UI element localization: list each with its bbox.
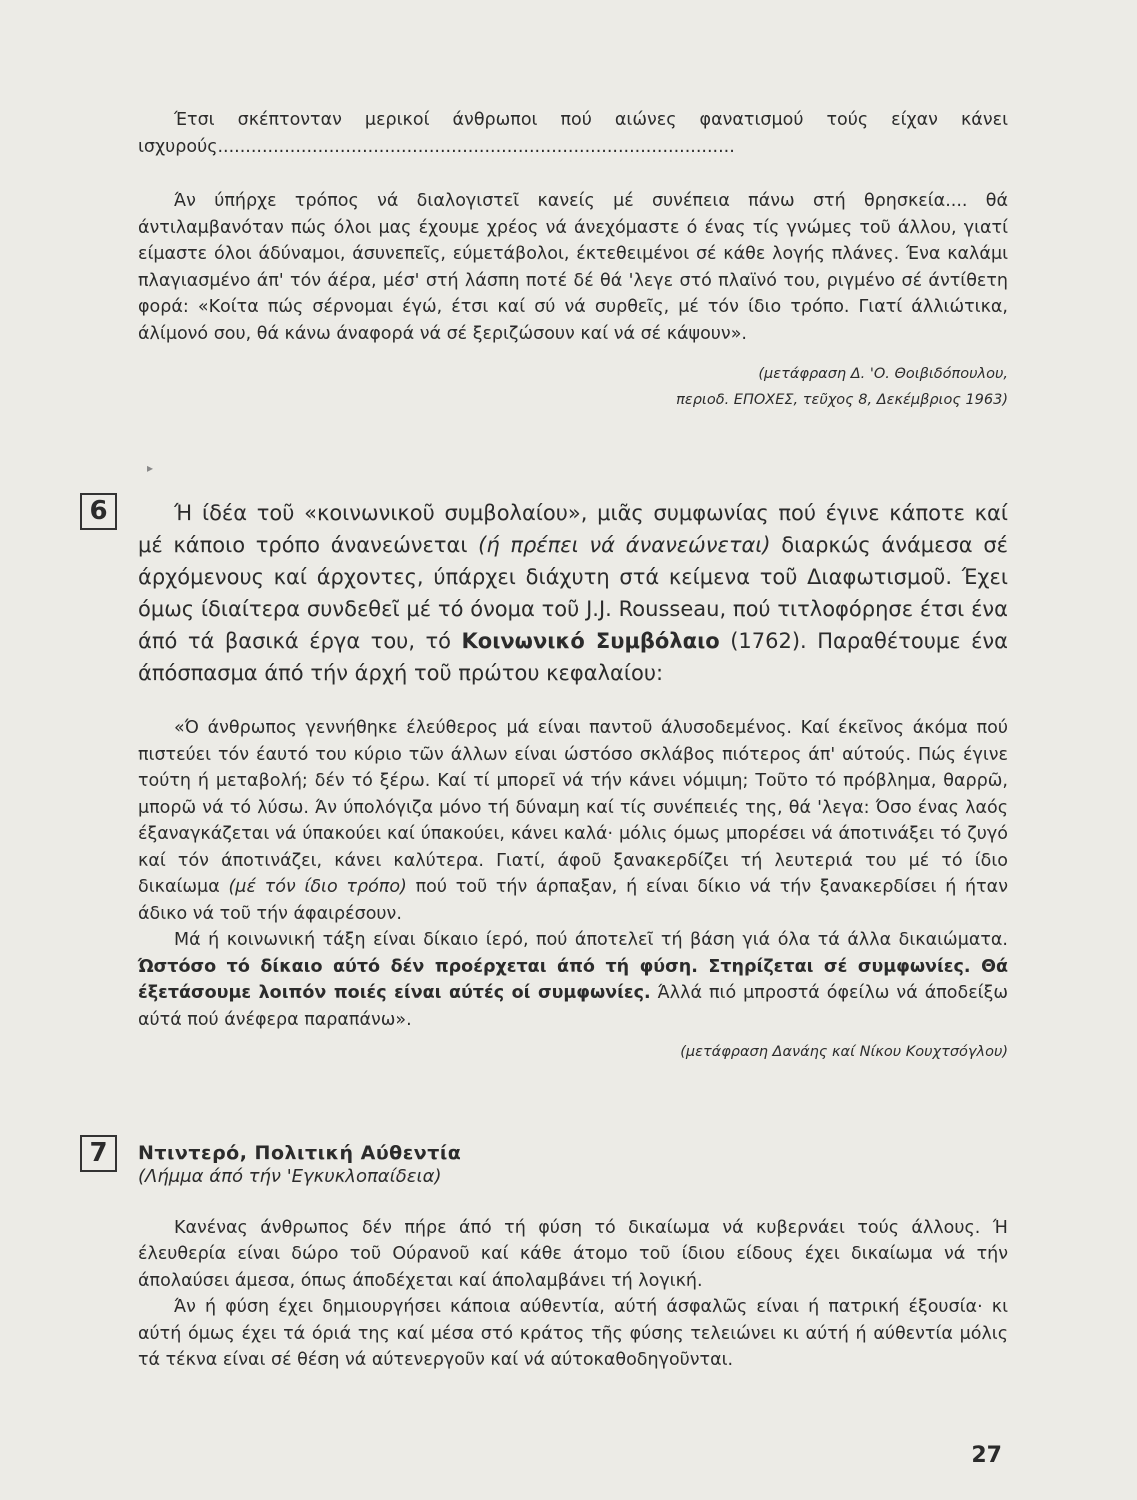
quote-1-text-2: πού τοῦ τήν άρπαξαν, ή είναι δίκιο νά τήν ξανακερδίσει ή ήταν άδικο νά τοῦ τήν άφαιρέσουν. xyxy=(138,877,1008,924)
section-7-paragraph-1: Κανένας άνθρωπος δέν πήρε άπό τή φύση τό δικαίωμα νά κυβερνάει τούς άλλους. Ή έλευθερία είναι δώρο τοῦ Ούρανοῦ καί κάθε άτομο τοῦ ίδιου είδους έχει δικαίωμα νά τήν άπολαύσει άμεσα, όπως άποδέχεται καί άπολαμβάνει τή λογική. xyxy=(138,1217,1008,1291)
intro-paragraph-2: Άν ύπήρχε τρόπος νά διαλογιστεῖ κανείς μέ συνέπεια πάνω στή θρησκεία.... θά άντιλαμβανόταν πώς όλοι μας έχουμε χρέος νά άνεχόμαστε ό ένας τίς γνώμες τοῦ άλλου, γιατί είμαστε όλοι άδύναμοι, άσυνεπεῖς, εύμετάβολοι, έκτεθειμένοι σέ κάθε λογής πλάνες. Ένα καλάμι πλαγιασμένο άπ' τόν άέρα, μέσ' στή λάσπη ποτέ δέ θά 'λεγε στό πλαϊνό του, ριγμένο σέ άντίθετη φορά: «Κοίτα πώς σέρνομαι έγώ, έτσι καί σύ νά συρθεῖς, μέ τόν ίδιο τρόπο. Γιατί άλλιώτικα, άλίμονό σου, θά κάνω άναφορά νά σέ ξεριζώσουν καί νά σέ κάψουν». xyxy=(138,191,1008,344)
marker-arrow-icon: ▸ xyxy=(147,461,154,475)
intro-citation-line-2: περιοδ. ΕΠΟΧΕΣ, τεῦχος 8, Δεκέμβριος 1963) xyxy=(676,392,1008,408)
section-6-intro-paragraph xyxy=(138,497,1008,689)
quote-2-text-2: Άλλά πιό μπροστά όφείλω νά άποδείξω αύτά πού άνέφερα παραπάνω». xyxy=(138,983,1008,1030)
rousseau-quote-paragraph-2 xyxy=(138,927,1008,1033)
section-6-text-1: Ή ίδέα τοῦ «κοινωνικοῦ συμβολαίου», μιᾶς συμφωνίας πού έγινε κάποτε καί μέ κάποιο τρόπο άνανεώνεται xyxy=(138,501,1008,557)
section-6-text-2: διαρκώς άνάμεσα σέ άρχόμενους καί άρχοντες, ύπάρχει διάχυτη στά κείμενα τοῦ Διαφωτισμοῦ. Έχει όμως ίδιαίτερα συνδεθεῖ μέ τό όνομα τοῦ J.J. Rousseau, πού τιτλοφόρησε έτσι ένα άπό τά βασικά έργα του, τό xyxy=(138,533,1008,653)
section-6-italic-text: (ή πρέπει νά άνανεώνεται) xyxy=(478,533,771,557)
section-6-citation: (μετάφραση Δανάης καί Νίκου Κουχτσόγλου) xyxy=(680,1044,1008,1060)
quote-1-text-1: «Ό άνθρωπος γεννήθηκε έλεύθερος μά είναι παντοῦ άλυσοδεμένος. Καί έκεῖνος άκόμα πού πιστεύει τόν έαυτό του κύριο τῶν άλλων είναι ώστόσο σκλάβος πιότερος άπ' αύτούς. Πώς έγινε τούτη ή μεταβολή; δέν τό ξέρω. Καί τί μπορεῖ νά τήν κάνει νόμιμη; Τοῦτο τό πρόβλημα, θαρρῶ, μπορῶ νά τό λύσω. Άν ύπολόγιζα μόνο τή δύναμη καί τίς συνέπειές της, θά 'λεγα: Όσο ένας λαός έξαναγκάζεται νά ύπακούει καί ύπακούει, κάνει καλά· μόλις όμως μπορέσει νά άποτινάξει τό ζυγό καί τόν άποτινάζει, κάνει καλύτερα. Γιατί, άφοῦ ξανακερδίζει τή λευτεριά του μέ τό ίδιο δικαίωμα xyxy=(138,718,1008,897)
quote-2-text-1: Μά ή κοινωνική τάξη είναι δίκαιο ίερό, πού άποτελεῖ τή βάση γιά όλα τά άλλα δικαιώματα. xyxy=(174,930,1008,950)
intro-paragraph-1: Έτσι σκέπτονταν μερικοί άνθρωποι πού αιώνες φανατισμού τούς είχαν κάνει ισχυρούς............................................................................................. xyxy=(138,110,1008,157)
quote-2-bold-text: Ώστόσο τό δίκαιο αύτό δέν προέρχεται άπό τή φύση. Στηρίζεται σέ συμφωνίες. Θά έξετάσουμε λοιπόν ποιές είναι αύτές οί συμφωνίες. xyxy=(138,956,1008,1003)
page-number: 27 xyxy=(971,1443,1002,1468)
section-7-number-box: 7 xyxy=(80,1135,117,1172)
section-7-paragraph-2: Άν ή φύση έχει δημιουργήσει κάποια αύθεντία, αύτή άσφαλῶς είναι ή πατρική έξουσία· κι αύτή όμως έχει τά όριά της καί μέσα στό κράτος τῆς φύσης τελειώνει κι αύτή ή αύθεντία μόλις τά τέκνα είναι σέ θέση νά αύτενεργοῦν καί νά αύτοκαθοδηγοῦνται. xyxy=(138,1297,1008,1370)
section-7-heading: Ντιντερό, Πολιτική Αύθεντία xyxy=(138,1142,462,1164)
rousseau-quote-paragraph-1 xyxy=(138,715,1008,927)
section-6-book-title: Κοινωνικό Συμβόλαιο xyxy=(461,629,720,653)
intro-citation-line-1: (μετάφραση Δ. 'Ο. Θοιβιδόπουλου, xyxy=(758,366,1008,382)
intro-excerpt xyxy=(138,107,1008,413)
section-6-number-box: 6 xyxy=(80,493,117,530)
section-6-text-3: (1762). Παραθέτουμε ένα άπόσπασμα άπό τήν άρχή τοῦ πρώτου κεφαλαίου: xyxy=(138,629,1008,685)
quote-1-italic-text: (μέ τόν ίδιο τρόπο) xyxy=(228,877,407,897)
section-7 xyxy=(138,1142,1008,1374)
section-6 xyxy=(138,497,1008,1065)
section-7-subheading: (Λήμμα άπό τήν 'Εγκυκλοπαίδεια) xyxy=(138,1166,442,1187)
